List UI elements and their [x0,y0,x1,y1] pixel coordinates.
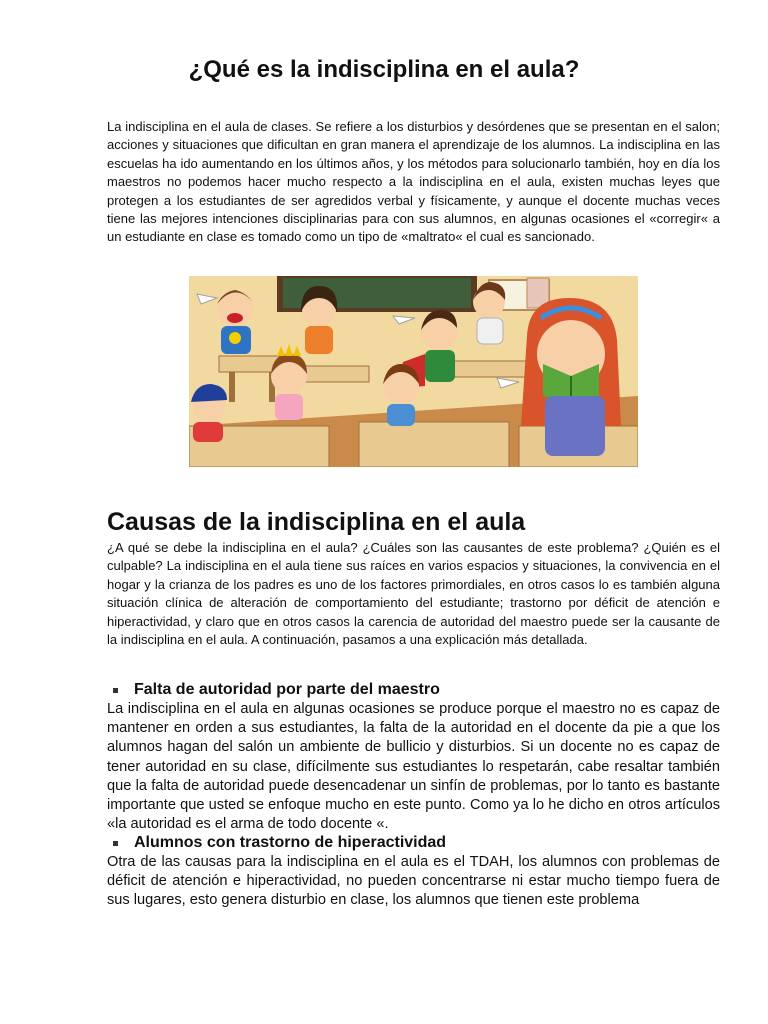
bullet-heading-authority [113,681,440,699]
bullet-paragraph-hyperactivity: Otra de las causas para la indisciplina en el aula es el TDAH, los alumnos con problemas de déficit de atención e hiperactividad, no pueden concentrarse ni estar mucho tiempo fuera de sus lugares, esto genera disturbio en clase, los alumnos que tienen este problema [107,854,720,909]
bullet-heading-hyperactivity [113,834,446,852]
section-paragraph: ¿A qué se debe la indisciplina en el aula? ¿Cuáles son las causantes de este problema? ¿Quién es el culpable? La indisciplina en el aula tiene sus raíces en varios espacios y situaciones, la convivencia en el hogar y la crianza de los padres es uno de los factores primordiales, en otros casos lo es también alguna situación clínica de alteración de comportamiento del estudiante; trastorno por déficit de atención e hiperactividad, y claro que en otros casos la carencia de autoridad del maestro puede ser la causante de la indisciplina en el aula. A continuación, pasamos a una explicación más detallada. [107,540,720,648]
bullet-heading-text: Alumnos con trastorno de hiperactividad [134,834,447,851]
classroom-illustration [189,276,638,467]
intro-paragraph: La indisciplina en el aula de clases. Se refiere a los disturbios y desórdenes que se presentan en el salon; acciones y situaciones que dificultan en gran manera el aprendizaje de los alumnos. La indisciplina en las escuelas ha ido aumentando en los últimos años, y los métodos para solucionarlo también, hoy en día los maestros no podemos hacer mucho respecto a la indisciplina en el aula, existen muchas leyes que protegen a los estudiantes de ser agredidos verbal y físicamente, y aunque el docente muchas veces tiene las mejores intenciones disciplinarias para con sus alumnos, en algunas ocasiones el «corregir« a un estudiante en clase es tomado como un tipo de «maltrato« el cual es sancionado. [107,119,720,245]
section-heading: Causas de la indisciplina en el aula [107,508,526,536]
bullet-heading-text: Falta de autoridad por parte del maestro [134,681,440,698]
bullet-square-icon [113,841,118,846]
bullet-paragraph-authority: La indisciplina en el aula en algunas ocasiones se produce porque el maestro no es capaz de mantener en orden a sus estudiantes, la falta de la autoridad en el docente da pie a que los alumnos hagan del salón un ambiente de bullicio y disturbios. Si un docente no es capaz de tener autoridad en su clase, difícilmente sus estudiantes lo respetarán, cabe resaltar también que la falta de autoridad puede desencadenar un sinfín de problemas, por lo tanto es bastante importante que usted se enfoque mucho en este punto. Como ya lo he dicho en otros artículos «la autoridad es el arma de todo docente «. [107,701,720,833]
bullet-square-icon [113,688,118,693]
page-title: ¿Qué es la indisciplina en el aula? [188,56,580,83]
